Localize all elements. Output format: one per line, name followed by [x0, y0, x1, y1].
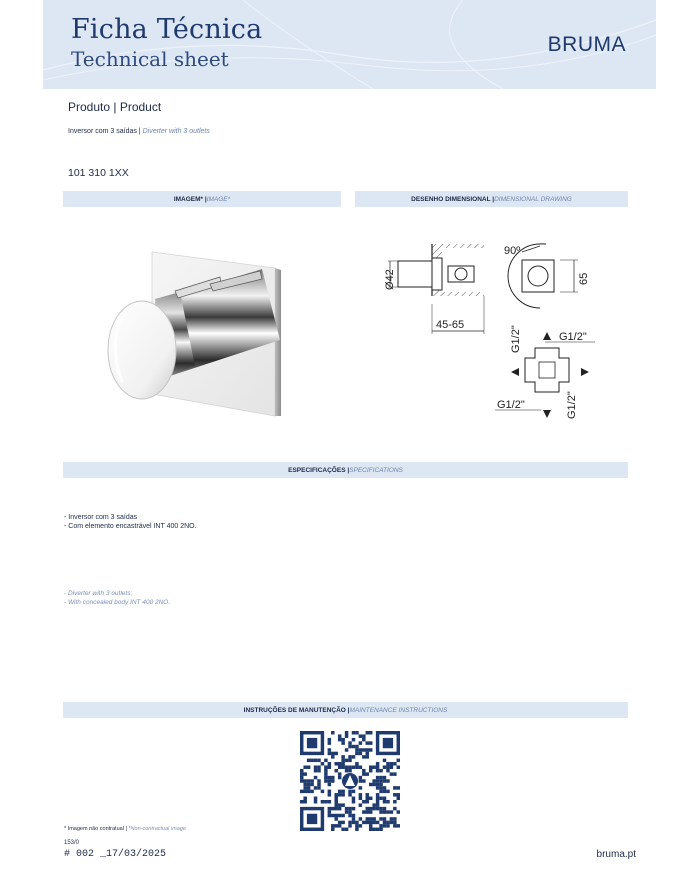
product-code: 101 310 1XX	[68, 167, 129, 179]
spec-item-pt: - Inversor com 3 saídas	[64, 514, 138, 521]
maintenance-section-title-en: MAINTENANCE INSTRUCTIONS	[349, 706, 448, 714]
edition-date: # 002 _17/03/2025	[64, 849, 167, 860]
image-section-title-en: IMAGE*	[206, 195, 231, 203]
drawing-section-bar	[355, 191, 628, 207]
product-image	[100, 244, 285, 419]
maintenance-section-title-pt: INSTRUÇÕES DE MANUTENÇÃO |	[243, 706, 350, 714]
arrow-right-icon	[581, 368, 589, 376]
image-disclaimer-pt: * Imagem não contratual |	[64, 826, 129, 832]
front-view-drawing	[500, 236, 590, 316]
product-heading: Produto | Product	[68, 100, 162, 114]
thread-top-right-label: G1/2"	[559, 331, 587, 343]
specs-list-pt	[64, 513, 197, 531]
drawing-section-title-en: DIMENSIONAL DRAWING	[494, 195, 572, 203]
image-section-bar	[63, 191, 341, 207]
specs-section-title-pt: ESPECIFICAÇÕES |	[288, 466, 350, 474]
spec-item-pt: - Com elemento encastrável INT 400 2NO.	[64, 523, 197, 530]
website-link[interactable]: bruma.pt	[596, 849, 636, 860]
specs-section-title-en: SPECIFICATIONS	[349, 466, 403, 474]
product-description-pt: Inversor com 3 saídas |	[68, 128, 143, 135]
image-section-title-pt: IMAGEM* |	[173, 195, 207, 203]
height-label: 65	[578, 272, 590, 285]
thread-bottom-left-label: G1/2"	[497, 399, 525, 411]
revision-number: 153/0	[64, 840, 80, 846]
maintenance-section-bar	[63, 702, 628, 718]
specs-list-en	[64, 590, 170, 607]
side-view-drawing	[380, 236, 495, 336]
header-banner	[43, 0, 656, 89]
drawing-section-title-pt: DESENHO DIMENSIONAL |	[411, 195, 495, 203]
spec-item-en: - Diverter with 3 outlets;	[64, 590, 133, 597]
brand-logo: BRUMA	[547, 33, 626, 56]
maintenance-qr-code[interactable]	[300, 731, 400, 831]
specs-section-bar	[63, 462, 628, 478]
arrow-down-icon	[543, 410, 551, 418]
image-disclaimer-en: *Non-contractual image	[128, 826, 186, 832]
depth-label: 45-65	[436, 319, 465, 331]
product-description-en: Diverter with 3 outlets	[142, 128, 210, 135]
outlets-view-drawing	[495, 322, 600, 422]
document-title-en: Technical sheet	[71, 47, 229, 71]
thread-top-left-label: G1/2"	[510, 325, 522, 353]
document-title-pt: Ficha Técnica	[71, 14, 263, 45]
product-description	[68, 128, 210, 135]
spec-item-en: - With concealed body INT 400 2NO.	[64, 598, 171, 606]
diameter-label: Ø42	[384, 269, 396, 290]
angle-label: 90º	[504, 245, 521, 257]
image-disclaimer	[64, 826, 186, 832]
arrow-up-icon	[543, 332, 551, 340]
arrow-left-icon	[511, 368, 519, 376]
thread-bottom-right-label: G1/2"	[566, 391, 578, 419]
